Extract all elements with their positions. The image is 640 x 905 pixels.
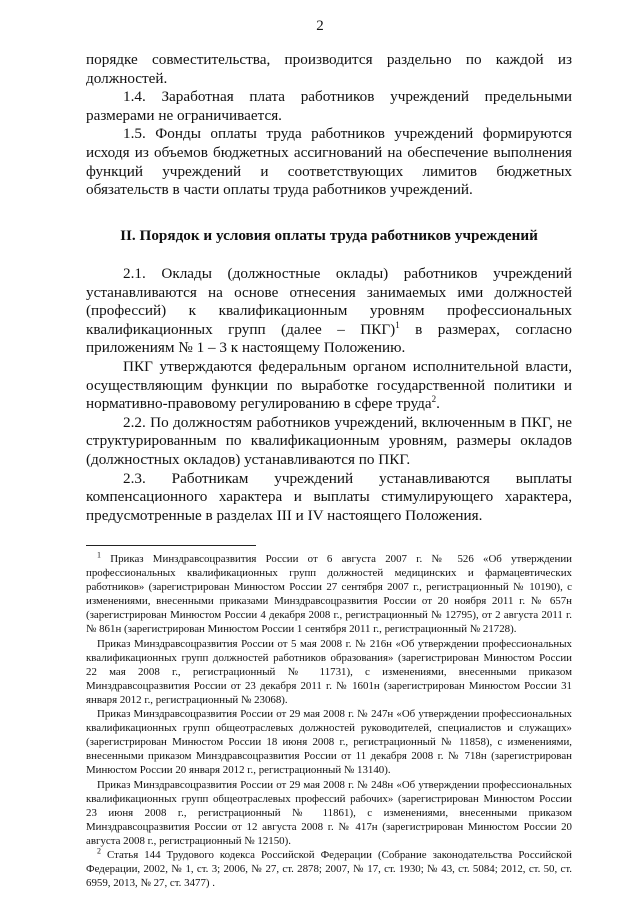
footnote-ref-2[interactable]: 2 (431, 394, 437, 405)
footnote-1-mark: 1 (97, 550, 101, 560)
paragraph-2-1-text-end: в размерах, согласно приложениям № 1 – 3 к настоящему Положению. (86, 320, 572, 357)
paragraph-1-5: 1.5. Фонды оплаты труда работников учреждений формируются исходя из объемов бюджетных ассигнований на обеспечение выполнения функций учреждений и соответствующих лимитов бюджетных обязательств в части оплаты труда работников учреждений. (86, 125, 572, 199)
footnote-1-item-3: Приказ Минздравсоцразвития России от 29 мая 2008 г. № 247н «Об утверждении профессиональных квалификационных групп общеотраслевых должностей руководителей, специалистов и служащих» (зарегистрирован Минюстом России 18 июня 2008 г., регистрационный № 11858), с изменениями, внесенными приказом Минздравсоцразвития России от 11 декабря 2008 г. № 718н (зарегистрирован Минюстом России 20 января 2012 г., регистрационный № 13140). (86, 708, 572, 777)
footnote-1 (86, 552, 572, 637)
paragraph-pkg-text-end: . (436, 395, 440, 413)
footnote-1-item-2: Приказ Минздравсоцразвития России от 5 мая 2008 г. № 216н «Об утверждении профессиональных квалификационных групп должностей работников образования» (зарегистрирован Минюстом России 22 мая 2008 г., регистрационный № 11731), с изменениями, внесенными приказом Минздравсоцразвития России от 23 декабря 2011 г. № 1601н (зарегистрирован Минюстом России 31 января 2012 г., регистрационный № 23068). (86, 637, 572, 706)
footnote-separator (86, 545, 256, 546)
section-body (86, 265, 572, 525)
paragraph-continuation: порядке совместительства, производится раздельно по каждой из должностей. (86, 51, 572, 87)
page-number: 2 (316, 18, 324, 34)
footnotes (86, 552, 572, 890)
paragraph-pkg-text: ПКГ утверждаются федеральным органом исполнительной власти, осуществляющим функции по выработке государственной политики и нормативно-правовому регулированию в сфере труда (86, 357, 572, 413)
section-heading-block (86, 227, 572, 246)
paragraph-pkg (86, 358, 572, 414)
footnote-1-item-4: Приказ Минздравсоцразвития России от 29 мая 2008 г. № 248н «Об утверждении профессиональных квалификационных групп общеотраслевых профессий рабочих» (зарегистрирован Минюстом России 23 июня 2008 г., регистрационный № 11861), с изменениями, внесенными приказом Минздравсоцразвития России от 12 августа 2008 г. № 417н (зарегистрирован Минюстом России 20 августа 2008 г., регистрационный № 12150). (86, 778, 572, 847)
paragraph-2-3: 2.3. Работникам учреждений устанавливаются выплаты компенсационного характера и выплаты стимулирующего характера, предусмотренные в разделах III и IV настоящего Положения. (86, 469, 572, 524)
footnote-2-mark: 2 (97, 846, 101, 856)
paragraph-2-2: 2.2. По должностям работников учреждений, включенным в ПКГ, не структурированным по квалификационным уровням, размеры окладов (должностных окладов) устанавливаются по ПКГ. (86, 413, 572, 468)
footnote-2-text: Статья 144 Трудового кодекса Российской Федерации (Собрание законодательства Российской Федерации, 2002, № 1, ст. 3; 2006, № 27, ст. 2878; 2007, № 17, ст. 1930; № 43, ст. 5084; 2012, ст. 50, ст. 6959, 2013, № 27, ст. 3477) . (86, 848, 572, 890)
paragraph-1-4: 1.4. Заработная плата работников учреждений предельными размерами не ограничивается. (86, 88, 572, 124)
paragraph-2-1 (86, 265, 572, 358)
section-heading: II. Порядок и условия оплаты труда работников учреждений (120, 227, 538, 244)
footnote-1-text: Приказ Минздравсоцразвития России от 6 августа 2007 г. № 526 «Об утверждении профессиональных квалификационных групп должностей медицинских и фармацевтических работников» (зарегистрирован Минюстом России 27 сентября 2007 г., регистрационный № 10190), с изменениями, внесенными приказами Минздравсоцразвития России от 20 ноября 2011 г. № 657н (зарегистрирован Минюстом России 4 декабря 2008 г., регистрационный № 12795), от 2 августа 2011 г. № 861н (зарегистрирован Минюстом России 1 сентября 2011 г., регистрационный № 21728). (86, 553, 572, 636)
footnote-2 (86, 848, 572, 890)
paragraph-2-1-text: 2.1. Оклады (должностные оклады) работников учреждений устанавливаются на основе отнесения занимаемых ими должностей (профессий) к квалификационным уровням профессиональных квалификационных групп (далее – ПКГ) (86, 265, 572, 338)
intro-block (86, 51, 572, 200)
footnote-ref-1[interactable]: 1 (395, 319, 400, 330)
